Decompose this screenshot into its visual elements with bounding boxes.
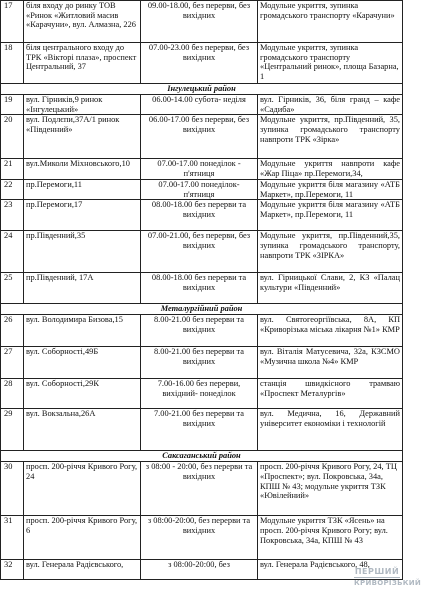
row-shelter: Модульне укриття, пр.Південний,35, зупинка громадського транспорту, навпроти ТРК «ЗІРКА» [258, 231, 403, 273]
table-row [1, 315, 403, 347]
row-hours: 7.00-21.00 без перерви та вихідних [141, 409, 258, 451]
row-hours: 8.00-21.00 без перерви та вихідних [141, 347, 258, 379]
row-hours: з 08:00 - 20:00, без перерви та вихідних [141, 462, 258, 516]
table-row [1, 159, 403, 179]
row-shelter: вул. Віталія Матусевича, 32а, КЗСМО «Музична школа №4» КМР [258, 347, 403, 379]
row-number: 20 [1, 115, 24, 159]
row-hours: 8.00-21.00 без перерви та вихідних [141, 315, 258, 347]
row-number: 18 [1, 43, 24, 84]
table-row [1, 231, 403, 273]
section-heading-inhulets: Інгулецький район [1, 84, 403, 95]
table-row [1, 462, 403, 516]
row-address: просп. 200-річчя Кривого Рогу, 24 [24, 462, 141, 516]
row-shelter: Модульне укриття біля магазину «АТБ Маркет», пр.Перемоги, 11 [258, 200, 403, 231]
table-row [1, 179, 403, 199]
row-address: вул. Соборності,29К [24, 379, 141, 409]
row-address: пр.Південний, 17А [24, 273, 141, 304]
row-address: вул. Подлєпи,37А/1 ринок «Південний» [24, 115, 141, 159]
row-hours: з 08:00-20:00, без перерви та вихідних [141, 516, 258, 560]
row-shelter: Модульне укриття ТЗК «Ясень» на просп. 200-річчя Кривого Рогу; вул. Покровська, 34а, КПШ № 43 [258, 516, 403, 560]
row-number: 28 [1, 379, 24, 409]
logo-line-1: ПЕРШИЙ [354, 567, 400, 576]
section-row [1, 84, 403, 95]
row-address: вул. Гірників,9 ринок «Інгулецький» [24, 95, 141, 115]
row-hours: 06.00-17.00 без перерви, без вихідних [141, 115, 258, 159]
row-shelter: Модульне укриття навпроти кафе «Жар Піца» пр.Перемоги,34, [258, 159, 403, 179]
row-hours: 07.00-17.00 понеділок - п'ятниця [141, 159, 258, 179]
row-shelter: вул. Гірників, 36, біля гранд – кафе «Садиба» [258, 95, 403, 115]
table-row [1, 379, 403, 409]
row-shelter: вул. Медична, 16, Державний університет економіки і технологій [258, 409, 403, 451]
row-number: 19 [1, 95, 24, 115]
row-hours: 7.00-16.00 без перерви, вихідний- понеділок [141, 379, 258, 409]
table-row [1, 200, 403, 231]
row-shelter: вул. Святогеоргіївська, 8А, КП «Криворізька міська лікарня №1» КМР [258, 315, 403, 347]
row-hours: 07.00-21.00, без перерви, без вихідних [141, 231, 258, 273]
row-address: вул. Соборності,49Б [24, 347, 141, 379]
row-address: вул.Миколи Міхновського,10 [24, 159, 141, 179]
row-address: біля входу до ринку ТОВ «Ринок «Житловий масив «Карачуни», вул. Алмазна, 226 [24, 1, 141, 43]
row-number: 31 [1, 516, 24, 560]
row-number: 30 [1, 462, 24, 516]
table-row [1, 516, 403, 560]
row-number: 32 [1, 560, 24, 580]
section-heading-metallurhiinyi: Металургійний район [1, 304, 403, 315]
row-number: 25 [1, 273, 24, 304]
row-shelter: Модульне укриття, зупинка громадського транспорту «Центральний ринок», площа Базарна, 1 [258, 43, 403, 84]
row-hours: 07.00-23.00 без перерви, без вихідних [141, 43, 258, 84]
row-shelter: станція швидкісного трамваю «Проспект Металургів» [258, 379, 403, 409]
table-row [1, 115, 403, 159]
row-shelter: просп. 200-річчя Кривого Рогу, 24, ТЦ «Проспект»; вул. Покровська, 34а, КПШ № 43; модульне укриття ТЗК «Ювілейний» [258, 462, 403, 516]
row-address: вул. Генерала Радієвського, [24, 560, 141, 580]
row-number: 22 [1, 179, 24, 199]
table-row [1, 43, 403, 84]
row-hours: 08.00-18.00 без перерви та вихідних [141, 273, 258, 304]
table-row [1, 95, 403, 115]
watermark-logo [354, 566, 421, 596]
row-number: 26 [1, 315, 24, 347]
row-number: 17 [1, 1, 24, 43]
section-row [1, 304, 403, 315]
table-row [1, 560, 403, 580]
row-hours: 06.00-14.00 субота- неділя [141, 95, 258, 115]
row-shelter: вул. Генерала Радієвського, 48, [258, 560, 403, 580]
row-address: вул. Вокзальна,26А [24, 409, 141, 451]
row-number: 29 [1, 409, 24, 451]
row-number: 27 [1, 347, 24, 379]
row-shelter: Модульне укриття, пр.Південний, 35, зупинка громадського транспорту навпроти ТРК «Зірка» [258, 115, 403, 159]
row-address: пр.Перемоги,17 [24, 200, 141, 231]
section-heading-saksahanskyi: Саксаганський район [1, 451, 403, 462]
row-hours: з 08:00-20:00, без [141, 560, 258, 580]
row-number: 23 [1, 200, 24, 231]
row-number: 21 [1, 159, 24, 179]
table-row [1, 347, 403, 379]
row-address: вул. Володимира Бизова,15 [24, 315, 141, 347]
row-shelter: вул. Гірницької Слави, 2, КЗ «Палац культури «Південний» [258, 273, 403, 304]
row-address: біля центрального входу до ТРК «Вікторі плаза», проспект Центральний, 37 [24, 43, 141, 84]
row-address: пр.Перемоги,11 [24, 179, 141, 199]
section-row [1, 451, 403, 462]
row-shelter: Модульне укриття біля магазину «АТБ Маркет», пр.Перемоги, 11 [258, 179, 403, 199]
table-row [1, 273, 403, 304]
row-address: просп. 200-річчя Кривого Рогу, 6 [24, 516, 141, 560]
row-number: 24 [1, 231, 24, 273]
row-hours: 09.00-18.00, без перерви, без вихідних [141, 1, 258, 43]
logo-line-2: КРИВОРІЗЬКИЙ [354, 579, 421, 587]
row-hours: 08.00-18.00 без перерви та вихідних [141, 200, 258, 231]
row-hours: 07.00-17.00 понеділок- п'ятниця [141, 179, 258, 199]
table-row [1, 409, 403, 451]
table-row [1, 1, 403, 43]
row-shelter: Модульне укриття, зупинка громадського транспорту «Карачуни» [258, 1, 403, 43]
row-address: пр.Південний,35 [24, 231, 141, 273]
